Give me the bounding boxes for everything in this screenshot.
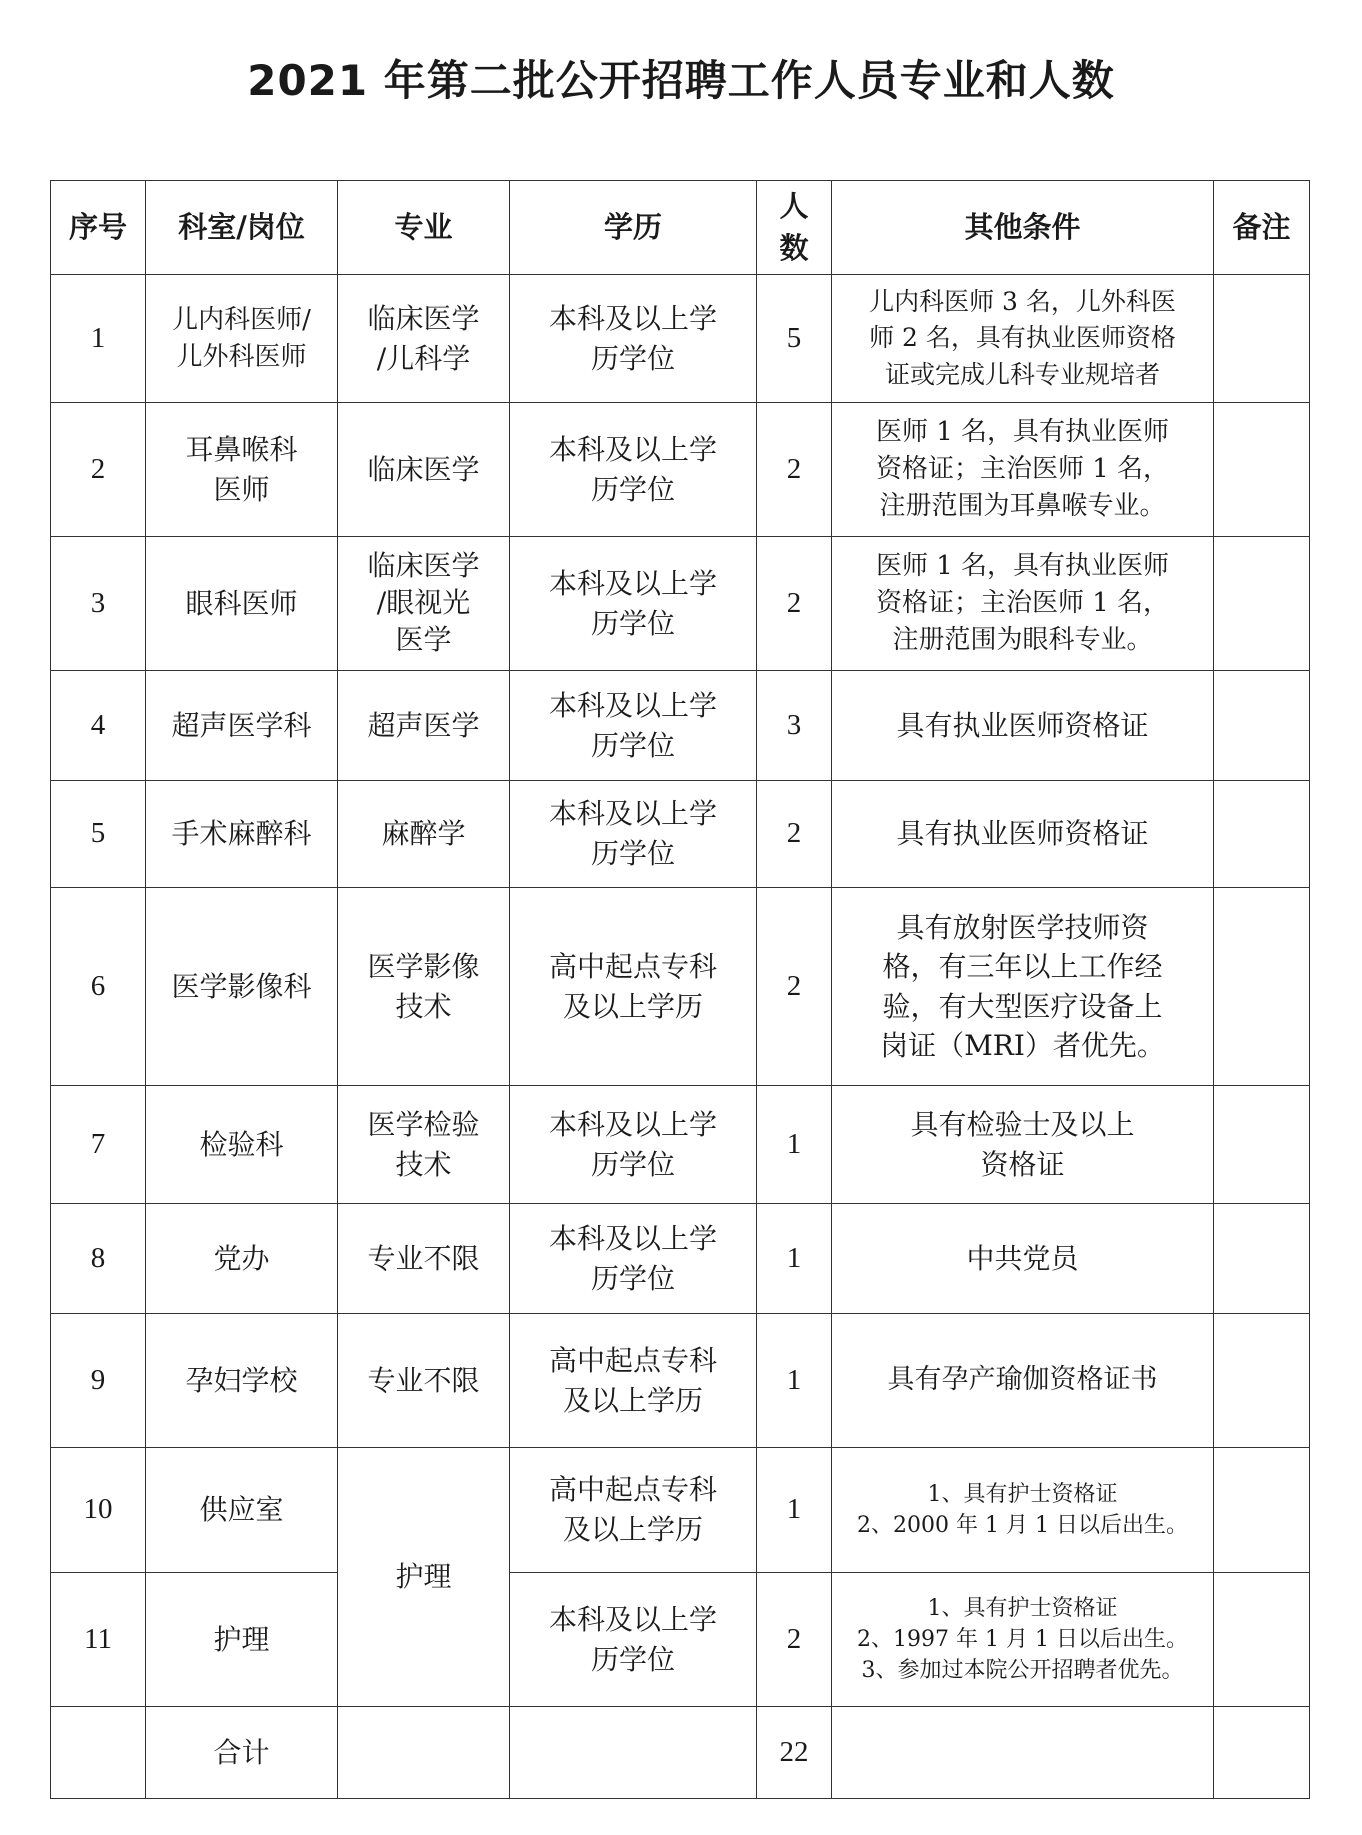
cell-seq: 3 xyxy=(51,537,146,671)
header-note: 备注 xyxy=(1214,181,1310,275)
cell-other: 具有执业医师资格证 xyxy=(832,671,1214,781)
table-row xyxy=(51,537,1310,671)
cell-major: 临床医学 xyxy=(338,403,510,537)
total-label: 合计 xyxy=(146,1707,338,1799)
cell-line: 医师 1 名，具有执业医师 xyxy=(875,551,1170,582)
table-row xyxy=(51,1314,1310,1448)
cell-line: 历学位 xyxy=(590,728,675,762)
cell-line: 资格证；主治医师 1 名， xyxy=(875,588,1170,619)
header-count-line1: 人 xyxy=(779,189,809,224)
cell-line: /眼视光 xyxy=(376,586,471,620)
cell-dept xyxy=(146,403,338,537)
total-row xyxy=(51,1707,1310,1799)
cell-seq: 1 xyxy=(51,275,146,403)
cell-line: 医师 1 名，具有执业医师 xyxy=(875,417,1170,448)
table-row xyxy=(51,275,1310,403)
cell-line: 医学影像 xyxy=(367,949,480,983)
cell-line: 本科及以上学 xyxy=(548,1221,717,1255)
cell-edu xyxy=(510,671,757,781)
cell-note xyxy=(1214,537,1310,671)
total-count: 22 xyxy=(757,1707,832,1799)
cell-edu xyxy=(510,1448,757,1573)
cell-line: 本科及以上学 xyxy=(548,432,717,466)
cell-edu xyxy=(510,1314,757,1448)
cell-edu xyxy=(510,275,757,403)
cell-count: 1 xyxy=(757,1448,832,1573)
cell-other: 具有孕产瑜伽资格证书 xyxy=(832,1314,1214,1448)
cell-line: 技术 xyxy=(395,1147,452,1181)
cell-line: 验，有大型医疗设备上 xyxy=(882,989,1163,1023)
cell-count: 2 xyxy=(757,537,832,671)
cell-other xyxy=(832,1573,1214,1707)
cell-other: 具有执业医师资格证 xyxy=(832,781,1214,888)
cell-seq: 5 xyxy=(51,781,146,888)
table-row xyxy=(51,1204,1310,1314)
cell-line: 高中起点专科 xyxy=(548,949,717,983)
cell-seq: 2 xyxy=(51,403,146,537)
cell-seq: 4 xyxy=(51,671,146,781)
cell-count: 1 xyxy=(757,1086,832,1204)
cell-line: 高中起点专科 xyxy=(548,1343,717,1377)
cell-line: 资格证；主治医师 1 名， xyxy=(875,454,1170,485)
header-dept: 科室/岗位 xyxy=(146,181,338,275)
cell-edu xyxy=(510,537,757,671)
cell-line: 历学位 xyxy=(590,1261,675,1295)
cell-edu xyxy=(510,403,757,537)
cell-line: 历学位 xyxy=(590,837,675,870)
cell-line: 本科及以上学 xyxy=(548,566,717,600)
cell-seq: 11 xyxy=(51,1573,146,1707)
cell-line: 医学 xyxy=(395,622,452,656)
table-row xyxy=(51,1448,1310,1573)
cell-line: 历学位 xyxy=(590,472,675,506)
cell-other xyxy=(832,403,1214,537)
cell-line: 历学位 xyxy=(590,606,675,640)
cell-note xyxy=(1214,1707,1310,1799)
cell-dept: 医学影像科 xyxy=(146,888,338,1086)
cell-line: 耳鼻喉科 xyxy=(185,432,298,466)
cell-dept: 检验科 xyxy=(146,1086,338,1204)
table-row xyxy=(51,671,1310,781)
cell-line: 历学位 xyxy=(590,1147,675,1181)
cell-line: 本科及以上学 xyxy=(548,1107,717,1141)
cell-line: 证或完成儿科专业规培者 xyxy=(884,359,1160,389)
table-row xyxy=(51,1086,1310,1204)
cell-seq: 9 xyxy=(51,1314,146,1448)
cell-seq: 6 xyxy=(51,888,146,1086)
cell-line: 2、2000 年 1 月 1 日以后出生。 xyxy=(857,1513,1188,1538)
cell-edu xyxy=(510,888,757,1086)
cell-count: 1 xyxy=(757,1204,832,1314)
cell-other xyxy=(832,1448,1214,1573)
table-row xyxy=(51,781,1310,888)
cell-line: 资格证 xyxy=(980,1147,1065,1181)
header-count-line2: 数 xyxy=(779,230,809,265)
cell-line: 医师 xyxy=(213,472,270,506)
cell-major-merged: 护理 xyxy=(338,1448,510,1707)
cell-line: 及以上学历 xyxy=(562,989,703,1023)
cell-line: 本科及以上学 xyxy=(548,688,717,722)
cell-edu xyxy=(510,1086,757,1204)
table-row xyxy=(51,403,1310,537)
cell-note xyxy=(1214,781,1310,888)
cell-line: 本科及以上学 xyxy=(548,797,717,831)
cell-edu xyxy=(510,1707,757,1799)
cell-other xyxy=(832,275,1214,403)
cell-other xyxy=(832,537,1214,671)
cell-note xyxy=(1214,671,1310,781)
cell-line: 师 2 名，具有执业医师资格 xyxy=(869,323,1176,353)
header-major: 专业 xyxy=(338,181,510,275)
cell-line: 及以上学历 xyxy=(562,1513,703,1546)
cell-dept: 超声医学科 xyxy=(146,671,338,781)
cell-edu xyxy=(510,781,757,888)
cell-edu xyxy=(510,1573,757,1707)
cell-line: 技术 xyxy=(395,989,452,1023)
cell-count: 2 xyxy=(757,1573,832,1707)
cell-major: 专业不限 xyxy=(338,1204,510,1314)
cell-line: 及以上学历 xyxy=(562,1383,703,1417)
cell-dept: 供应室 xyxy=(146,1448,338,1573)
cell-count: 2 xyxy=(757,888,832,1086)
cell-major xyxy=(338,1086,510,1204)
cell-major xyxy=(338,537,510,671)
header-count xyxy=(757,181,832,275)
cell-line: 格，有三年以上工作经 xyxy=(882,950,1163,984)
cell-other: 中共党员 xyxy=(832,1204,1214,1314)
cell-note xyxy=(1214,1086,1310,1204)
cell-line: 1、具有护士资格证 xyxy=(927,1595,1118,1621)
cell-dept: 手术麻醉科 xyxy=(146,781,338,888)
cell-note xyxy=(1214,1314,1310,1448)
cell-line: 儿内科医师 3 名，儿外科医 xyxy=(869,287,1176,317)
cell-seq: 8 xyxy=(51,1204,146,1314)
cell-line: /儿科学 xyxy=(376,341,471,375)
cell-line: 3、参加过本院公开招聘者优先。 xyxy=(861,1658,1184,1684)
cell-line: 注册范围为耳鼻喉专业。 xyxy=(879,490,1166,521)
cell-dept: 孕妇学校 xyxy=(146,1314,338,1448)
cell-count: 5 xyxy=(757,275,832,403)
cell-major: 麻醉学 xyxy=(338,781,510,888)
cell-line: 儿外科医师 xyxy=(176,341,307,372)
cell-note xyxy=(1214,1573,1310,1707)
cell-line: 本科及以上学 xyxy=(548,1602,717,1636)
table-row xyxy=(51,888,1310,1086)
cell-line: 具有检验士及以上 xyxy=(910,1107,1135,1141)
cell-note xyxy=(1214,275,1310,403)
header-seq: 序号 xyxy=(51,181,146,275)
cell-line: 具有放射医学技师资 xyxy=(896,911,1149,945)
cell-count: 2 xyxy=(757,781,832,888)
cell-count: 2 xyxy=(757,403,832,537)
cell-major: 超声医学 xyxy=(338,671,510,781)
cell-seq: 10 xyxy=(51,1448,146,1573)
cell-note xyxy=(1214,1448,1310,1573)
cell-line: 本科及以上学 xyxy=(548,301,717,335)
cell-line: 1、具有护士资格证 xyxy=(927,1481,1118,1507)
cell-edu xyxy=(510,1204,757,1314)
cell-major xyxy=(338,888,510,1086)
cell-dept xyxy=(146,275,338,403)
cell-major xyxy=(338,275,510,403)
cell-line: 2、1997 年 1 月 1 日以后出生。 xyxy=(857,1626,1188,1652)
cell-line: 医学检验 xyxy=(367,1107,480,1141)
cell-dept: 眼科医师 xyxy=(146,537,338,671)
cell-count: 3 xyxy=(757,671,832,781)
table-row xyxy=(51,1573,1310,1707)
cell-line: 岗证（MRI）者优先。 xyxy=(880,1028,1165,1062)
cell-seq: 7 xyxy=(51,1086,146,1204)
cell-other xyxy=(832,1086,1214,1204)
cell-line: 注册范围为眼科专业。 xyxy=(892,624,1153,655)
cell-line: 历学位 xyxy=(590,341,675,375)
header-row xyxy=(51,181,1310,275)
recruitment-table xyxy=(50,180,1310,1799)
cell-note xyxy=(1214,1204,1310,1314)
cell-seq xyxy=(51,1707,146,1799)
cell-dept: 护理 xyxy=(146,1573,338,1707)
cell-major xyxy=(338,1707,510,1799)
cell-line: 临床医学 xyxy=(367,549,480,583)
cell-line: 临床医学 xyxy=(367,301,480,335)
cell-note xyxy=(1214,888,1310,1086)
cell-count: 1 xyxy=(757,1314,832,1448)
cell-line: 儿内科医师/ xyxy=(172,304,311,335)
cell-dept: 党办 xyxy=(146,1204,338,1314)
cell-other xyxy=(832,888,1214,1086)
document-title: 2021 年第二批公开招聘工作人员专业和人数 xyxy=(247,56,1115,105)
header-edu: 学历 xyxy=(510,181,757,275)
header-other: 其他条件 xyxy=(832,181,1214,275)
cell-other xyxy=(832,1707,1214,1799)
cell-note xyxy=(1214,403,1310,537)
cell-line: 历学位 xyxy=(590,1642,675,1676)
cell-major: 专业不限 xyxy=(338,1314,510,1448)
cell-line: 高中起点专科 xyxy=(548,1473,717,1507)
